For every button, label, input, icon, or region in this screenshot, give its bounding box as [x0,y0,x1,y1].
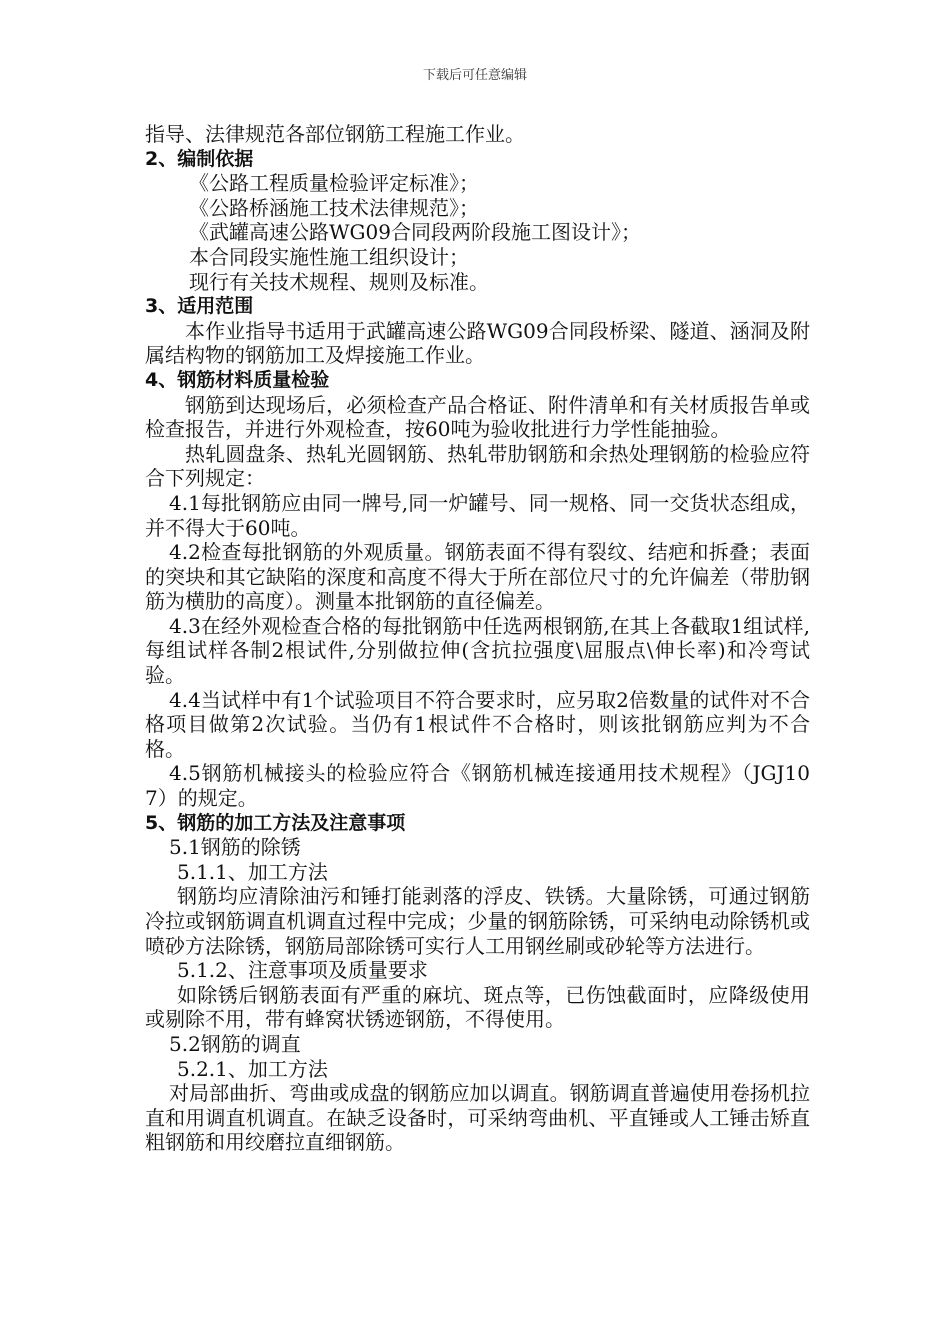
clause: 4.5钢筋机械接头的检验应符合《钢筋机械连接通用技术规程》（JGJ107）的规定。 [145,761,810,811]
paragraph: 钢筋到达现场后，必须检查产品合格证、附件清单和有关材质报告单或检查报告，并进行外观检查，按60吨为验收批进行力学性能抽验。 [145,392,810,442]
sub-subsection-heading: 5.1.2、注意事项及质量要求 [177,958,428,983]
clause: 4.2检查每批钢筋的外观质量。钢筋表面不得有裂纹、结疤和拆叠；表面的突块和其它缺陷的深度和高度不得大于所在部位尺寸的允许偏差（带肋钢筋为横肋的高度）。测量本批钢筋的直径偏差。 [145,540,810,614]
page-header-note: 下载后可任意编辑 [422,68,527,83]
paragraph: 对局部曲折、弯曲或成盘的钢筋应加以调直。钢筋调直普遍使用卷扬机拉直和用调直机调直。在缺乏设备时，可采纳弯曲机、平直锤或人工锤击矫直粗钢筋和用绞磨拉直细钢筋。 [145,1081,810,1155]
paragraph: 钢筋均应清除油污和锤打能剥落的浮皮、铁锈。大量除锈，可通过钢筋冷拉或钢筋调直机调直过程中完成；少量的钢筋除锈，可采纳电动除锈机或喷砂方法除锈，钢筋局部除锈可实行人工用钢丝刷或砂轮等方法进行。 [145,884,810,958]
sub-subsection-heading: 5.2.1、加工方法 [177,1056,328,1081]
section-heading: 3、适用范围 [145,295,254,318]
section-heading: 5、钢筋的加工方法及注意事项 [145,811,406,834]
reference-item: 《公路工程质量检验评定标准》； [189,171,479,196]
paragraph: 本作业指导书适用于武罐高速公路WG09合同段桥梁、隧道、涵洞及附属结构物的钢筋加工及焊接施工作业。 [145,318,810,368]
subsection-heading: 5.1钢筋的除锈 [169,835,301,860]
reference-item: 现行有关技术规程、规则及标准。 [189,269,489,294]
section-heading: 4、钢筋材料质量检验 [145,368,330,391]
paragraph: 如除锈后钢筋表面有严重的麻坑、斑点等，已伤蚀截面时，应降级使用或剔除不用，带有蜂窝状锈迹钢筋，不得使用。 [145,982,810,1032]
document-body [145,122,810,1155]
sub-subsection-heading: 5.1.1、加工方法 [177,859,328,884]
paragraph: 热轧圆盘条、热轧光圆钢筋、热轧带肋钢筋和余热处理钢筋的检验应符合下列规定： [145,441,810,491]
reference-item: 《武罐高速公路WG09合同段两阶段施工图设计》； [189,220,641,245]
clause: 4.3在经外观检查合格的每批钢筋中任选两根钢筋,在其上各截取1组试样,每组试样各制2根试件,分别做拉伸(含抗拉强度\屈服点\伸长率)和冷弯试验。 [145,613,810,688]
section-heading: 2、编制依据 [145,147,254,170]
reference-item: 本合同段实施性施工组织设计； [189,244,469,269]
paragraph: 指导、法律规范各部位钢筋工程施工作业。 [145,122,525,146]
clause: 4.1每批钢筋应由同一牌号,同一炉罐号、同一规格、同一交货状态组成，并不得大于60吨。 [145,490,810,540]
subsection-heading: 5.2钢筋的调直 [169,1031,301,1056]
clause: 4.4当试样中有1个试验项目不符合要求时，应另取2倍数量的试件对不合格项目做第2次试验。当仍有1根试件不合格时，则该批钢筋应判为不合格。 [145,687,810,761]
reference-item: 《公路桥涵施工技术法律规范》； [189,195,479,220]
